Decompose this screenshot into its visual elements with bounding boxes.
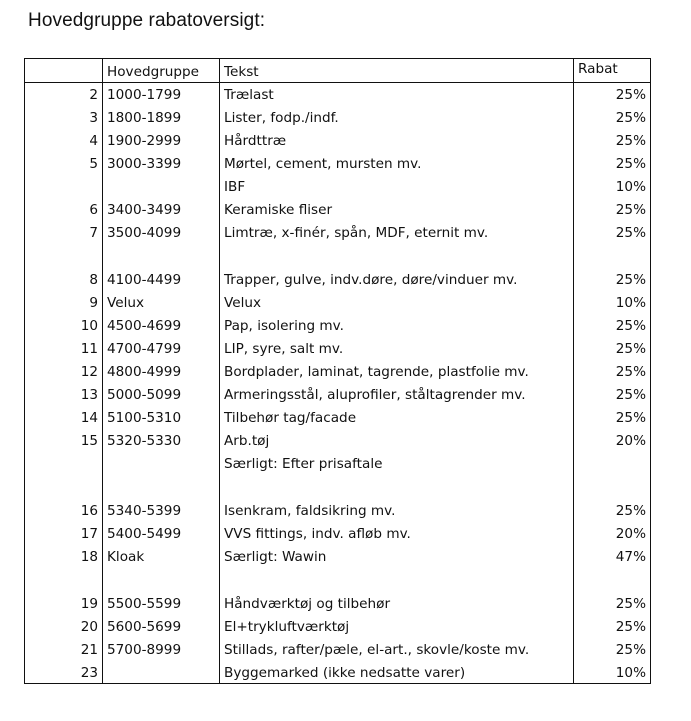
spacer-row [25, 568, 651, 592]
row-group: 3000-3399 [103, 152, 220, 175]
table-row [25, 221, 651, 244]
row-text: El+trykluftværktøj [220, 615, 574, 638]
row-number: 21 [25, 638, 103, 661]
header-nr [25, 59, 103, 83]
table-row [25, 661, 651, 684]
row-discount: 10% [574, 291, 651, 314]
table-row [25, 106, 651, 129]
row-text: Særligt: Wawin [220, 545, 574, 568]
row-number: 20 [25, 615, 103, 638]
row-discount: 25% [574, 383, 651, 406]
page-title: Hovedgruppe rabatoversigt: [28, 10, 266, 31]
row-group: 4700-4799 [103, 337, 220, 360]
row-number: 19 [25, 592, 103, 615]
row-discount: 25% [574, 129, 651, 152]
row-text: Keramiske fliser [220, 198, 574, 221]
row-text: Arb.tøj [220, 429, 574, 452]
row-group: Kloak [103, 545, 220, 568]
table-row [25, 337, 651, 360]
row-discount: 25% [574, 499, 651, 522]
row-text: Håndværktøj og tilbehør [220, 592, 574, 615]
row-text: Isenkram, faldsikring mv. [220, 499, 574, 522]
header-text: Tekst [220, 59, 574, 83]
table-row [25, 592, 651, 615]
row-text: LIP, syre, salt mv. [220, 337, 574, 360]
row-number: 8 [25, 268, 103, 291]
row-text: Velux [220, 291, 574, 314]
row-text: Pap, isolering mv. [220, 314, 574, 337]
row-text: Bordplader, laminat, tagrende, plastfolie mv. [220, 360, 574, 383]
spacer-cell [220, 568, 574, 592]
row-group: 4500-4699 [103, 314, 220, 337]
row-group: 5600-5699 [103, 615, 220, 638]
row-discount: 10% [574, 175, 651, 198]
row-text: VVS fittings, indv. afløb mv. [220, 522, 574, 545]
row-discount: 25% [574, 314, 651, 337]
row-group: Velux [103, 291, 220, 314]
discount-table [24, 58, 651, 684]
row-text: Særligt: Efter prisaftale [220, 452, 574, 475]
row-group: 3400-3499 [103, 198, 220, 221]
row-discount [574, 452, 651, 475]
table-row [25, 499, 651, 522]
row-group: 5320-5330 [103, 429, 220, 452]
table-header-row [25, 59, 651, 83]
row-discount: 25% [574, 83, 651, 106]
spacer-cell [103, 475, 220, 499]
row-number: 5 [25, 152, 103, 175]
row-group: 3500-4099 [103, 221, 220, 244]
row-number: 14 [25, 406, 103, 429]
spacer-cell [220, 475, 574, 499]
row-number [25, 452, 103, 475]
row-group [103, 452, 220, 475]
row-group: 5700-8999 [103, 638, 220, 661]
row-group: 4100-4499 [103, 268, 220, 291]
row-discount: 25% [574, 615, 651, 638]
row-text: Lister, fodp./indf. [220, 106, 574, 129]
row-group: 5000-5099 [103, 383, 220, 406]
table-row [25, 268, 651, 291]
spacer-cell [25, 475, 103, 499]
row-number: 12 [25, 360, 103, 383]
row-text: Limtræ, x-finér, spån, MDF, eternit mv. [220, 221, 574, 244]
table-row [25, 175, 651, 198]
row-group [103, 661, 220, 684]
header-group: Hovedgruppe [103, 59, 220, 83]
row-number: 23 [25, 661, 103, 684]
row-number [25, 175, 103, 198]
spacer-cell [574, 244, 651, 268]
table-row [25, 383, 651, 406]
row-discount: 25% [574, 360, 651, 383]
spacer-row [25, 244, 651, 268]
row-discount: 20% [574, 429, 651, 452]
row-discount: 20% [574, 522, 651, 545]
row-discount: 10% [574, 661, 651, 684]
spacer-cell [103, 568, 220, 592]
spacer-cell [103, 244, 220, 268]
spacer-row [25, 475, 651, 499]
row-group [103, 175, 220, 198]
table-row [25, 406, 651, 429]
table-row [25, 615, 651, 638]
row-number: 9 [25, 291, 103, 314]
row-number: 11 [25, 337, 103, 360]
spacer-cell [574, 475, 651, 499]
table-row [25, 291, 651, 314]
spacer-cell [574, 568, 651, 592]
row-number: 4 [25, 129, 103, 152]
table-row [25, 452, 651, 475]
row-text: Trælast [220, 83, 574, 106]
table-row [25, 638, 651, 661]
row-text: Armeringsstål, aluprofiler, ståltagrender mv. [220, 383, 574, 406]
row-group: 5400-5499 [103, 522, 220, 545]
table-row [25, 314, 651, 337]
row-text: Trapper, gulve, indv.døre, døre/vinduer mv. [220, 268, 574, 291]
table-row [25, 429, 651, 452]
table-row [25, 83, 651, 106]
spacer-cell [25, 244, 103, 268]
spacer-cell [25, 568, 103, 592]
table-row [25, 152, 651, 175]
table-row [25, 522, 651, 545]
row-number: 18 [25, 545, 103, 568]
row-number: 6 [25, 198, 103, 221]
row-discount: 25% [574, 638, 651, 661]
row-number: 16 [25, 499, 103, 522]
row-number: 7 [25, 221, 103, 244]
row-discount: 25% [574, 152, 651, 175]
row-number: 2 [25, 83, 103, 106]
row-group: 5100-5310 [103, 406, 220, 429]
row-number: 17 [25, 522, 103, 545]
row-discount: 25% [574, 268, 651, 291]
row-group: 1900-2999 [103, 129, 220, 152]
row-text: Tilbehør tag/facade [220, 406, 574, 429]
row-text: Byggemarked (ikke nedsatte varer) [220, 661, 574, 684]
row-group: 4800-4999 [103, 360, 220, 383]
table-row [25, 129, 651, 152]
row-group: 5340-5399 [103, 499, 220, 522]
row-discount: 25% [574, 406, 651, 429]
row-discount: 25% [574, 221, 651, 244]
row-group: 1800-1899 [103, 106, 220, 129]
row-number: 3 [25, 106, 103, 129]
table-row [25, 360, 651, 383]
table-row [25, 545, 651, 568]
row-number: 15 [25, 429, 103, 452]
row-number: 10 [25, 314, 103, 337]
header-discount: Rabat [574, 59, 651, 83]
row-text: IBF [220, 175, 574, 198]
row-group: 5500-5599 [103, 592, 220, 615]
row-discount: 25% [574, 106, 651, 129]
row-group: 1000-1799 [103, 83, 220, 106]
row-text: Mørtel, cement, mursten mv. [220, 152, 574, 175]
row-text: Hårdttræ [220, 129, 574, 152]
table-body [25, 83, 651, 684]
row-text: Stillads, rafter/pæle, el-art., skovle/koste mv. [220, 638, 574, 661]
table-row [25, 198, 651, 221]
row-number: 13 [25, 383, 103, 406]
row-discount: 25% [574, 198, 651, 221]
row-discount: 25% [574, 337, 651, 360]
spacer-cell [220, 244, 574, 268]
row-discount: 25% [574, 592, 651, 615]
row-discount: 47% [574, 545, 651, 568]
